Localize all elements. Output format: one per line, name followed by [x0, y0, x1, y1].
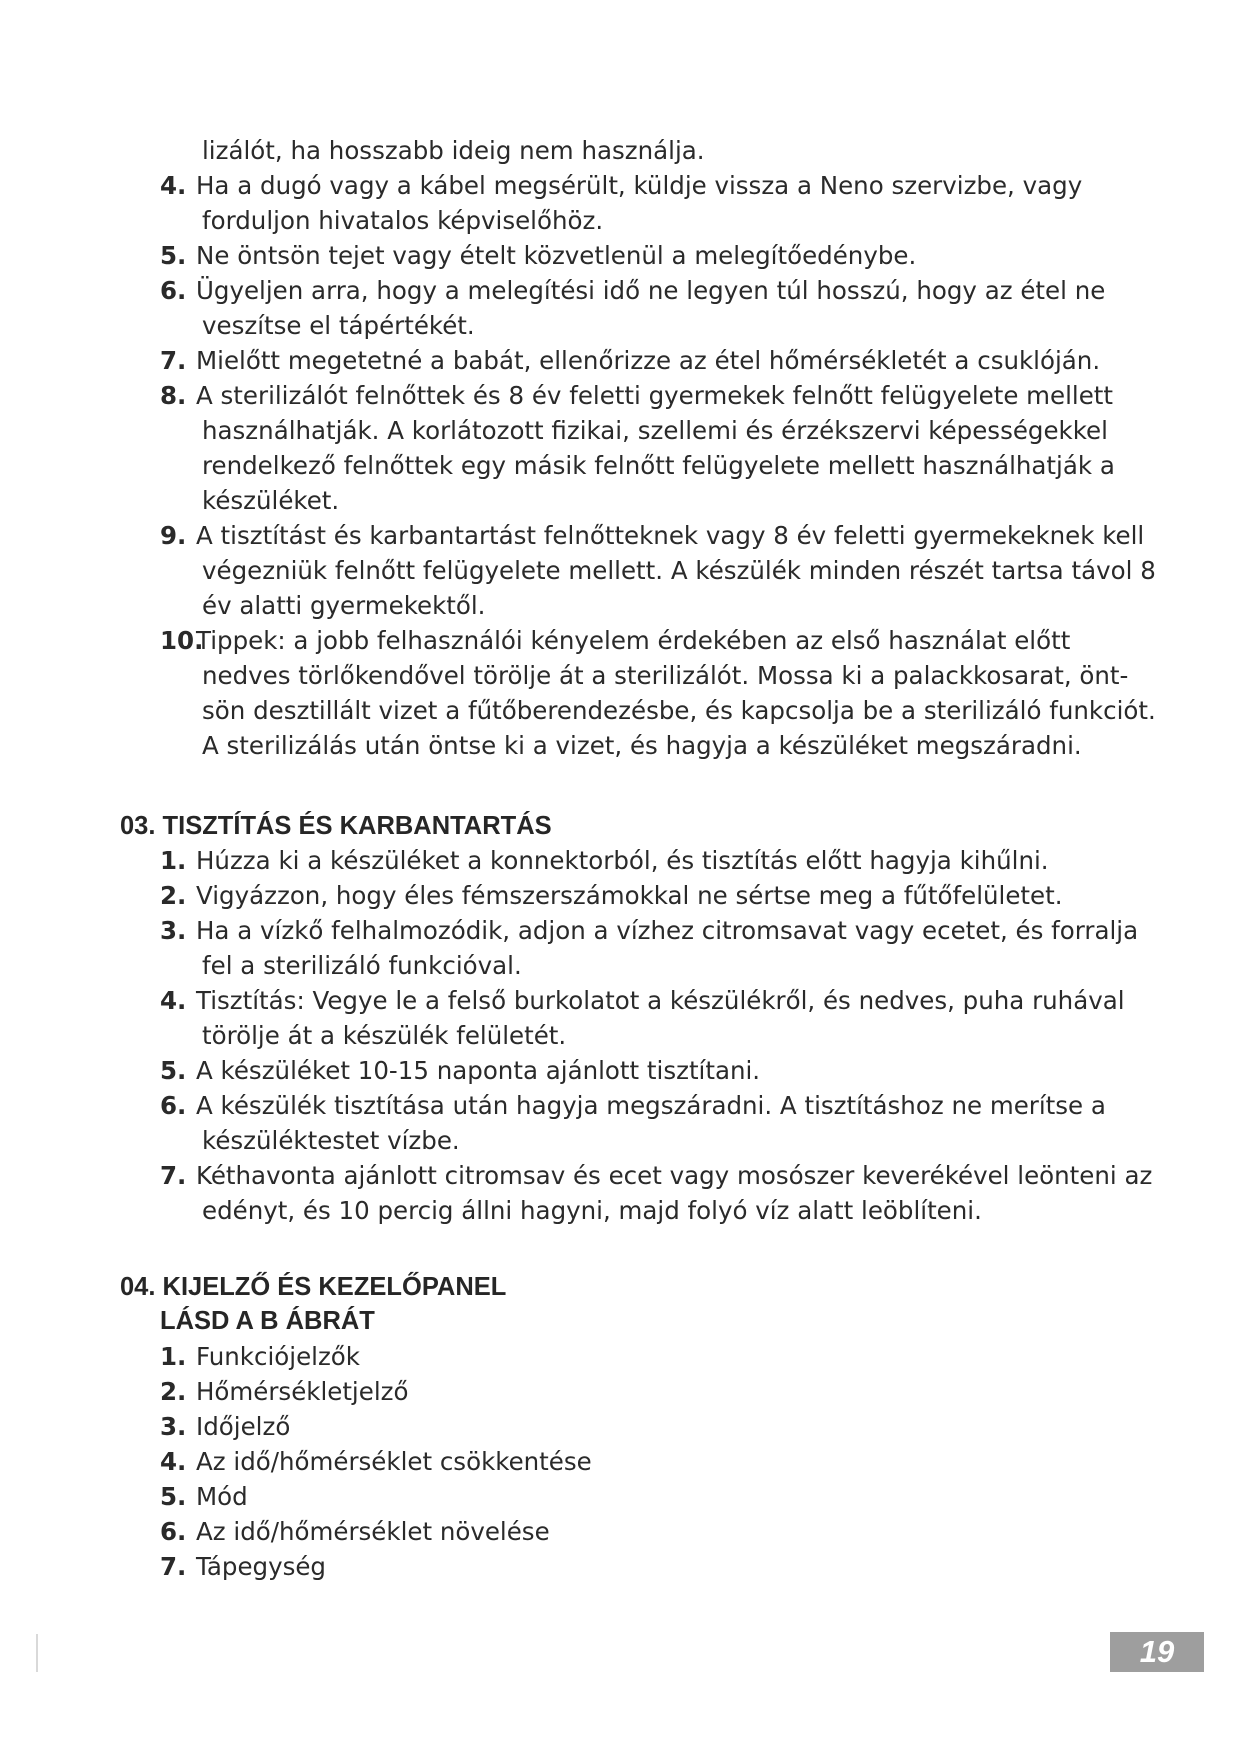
item-text: készüléket.	[202, 486, 340, 515]
item-number: 5.	[160, 1056, 187, 1085]
item-number: 1.	[160, 846, 187, 875]
list-item	[0, 1053, 1241, 1088]
list-item	[0, 878, 1241, 913]
page-edge-rule	[36, 1634, 38, 1672]
item-text: végezniük felnőtt felügyelete mellett. A készülék minden részét tartsa távol 8	[202, 556, 1156, 585]
list-item	[0, 1549, 1241, 1584]
item-text: Az idő/hőmérséklet csökkentése	[196, 1447, 592, 1476]
item-text: Hőmérsékletjelző	[196, 1377, 409, 1406]
item-text: edényt, és 10 percig állni hagyni, majd folyó víz alatt leöblíteni.	[202, 1196, 982, 1225]
item-text: Ha a dugó vagy a kábel megsérült, küldje vissza a Neno szervizbe, vagy	[196, 171, 1083, 200]
item-number: 9.	[160, 521, 187, 550]
item-text: Ha a vízkő felhalmozódik, adjon a vízhez citromsavat vagy ecetet, és forralja	[196, 916, 1139, 945]
list-item	[0, 623, 1241, 658]
intro-list	[0, 133, 1241, 763]
section-4-heading: 04. KIJELZŐ ÉS KEZELŐPANEL	[120, 1273, 507, 1301]
item-number: 7.	[160, 1161, 187, 1190]
list-item	[0, 1444, 1241, 1479]
item-number: 4.	[160, 171, 187, 200]
list-item-continuation	[0, 203, 1241, 238]
list-item-continuation	[0, 693, 1241, 728]
list-item	[0, 1374, 1241, 1409]
item-number: 4.	[160, 1447, 187, 1476]
list-item-continuation	[0, 448, 1241, 483]
item-text: fel a sterilizáló funkcióval.	[202, 951, 522, 980]
list-item-continuation	[0, 413, 1241, 448]
item-text: Tippek: a jobb felhasználói kényelem érdekében az első használat előtt	[196, 626, 1071, 655]
list-item-continuation	[0, 1193, 1241, 1228]
item-text: év alatti gyermekektől.	[202, 591, 486, 620]
list-item	[0, 1409, 1241, 1444]
item-text: törölje át a készülék felületét.	[202, 1021, 567, 1050]
list-item-continuation	[0, 1018, 1241, 1053]
item-text: Funkciójelzők	[196, 1342, 360, 1371]
item-number: 7.	[160, 346, 187, 375]
list-item-continuation	[0, 1123, 1241, 1158]
list-item-continuation	[0, 588, 1241, 623]
list-item	[0, 168, 1241, 203]
item-number: 7.	[160, 1552, 187, 1581]
list-item-continuation	[0, 553, 1241, 588]
item-text: Tisztítás: Vegye le a felső burkolatot a készülékről, és nedves, puha ruhával	[196, 986, 1125, 1015]
list-item	[0, 1479, 1241, 1514]
item-number: 10.	[160, 626, 204, 655]
list-item	[0, 238, 1241, 273]
item-text: sön desztillált vizet a fűtőberendezésbe, és kapcsolja be a sterilizáló funkciót.	[202, 696, 1156, 725]
item-text: készüléktestet vízbe.	[202, 1126, 460, 1155]
display-panel-list	[0, 1339, 1241, 1584]
item-number: 6.	[160, 276, 187, 305]
item-text: Tápegység	[196, 1552, 326, 1581]
item-text: forduljon hivatalos képviselőhöz.	[202, 206, 604, 235]
list-item	[0, 1158, 1241, 1193]
list-item-continuation	[0, 948, 1241, 983]
item-text: Vigyázzon, hogy éles fémszerszámokkal ne sértse meg a fűtőfelületet.	[196, 881, 1063, 910]
item-number: 4.	[160, 986, 187, 1015]
list-item	[0, 343, 1241, 378]
item-text: A készüléket 10-15 naponta ajánlott tisztítani.	[196, 1056, 761, 1085]
item-number: 2.	[160, 1377, 187, 1406]
list-item	[0, 983, 1241, 1018]
item-text: használhatják. A korlátozott fizikai, szellemi és érzékszervi képességekkel	[202, 416, 1108, 445]
section-3-heading: 03. TISZTÍTÁS ÉS KARBANTARTÁS	[120, 812, 552, 840]
item-number: 8.	[160, 381, 187, 410]
item-text: A készülék tisztítása után hagyja megszáradni. A tisztításhoz ne merítse a	[196, 1091, 1106, 1120]
item-text: Időjelző	[196, 1412, 291, 1441]
item-text: veszítse el tápértékét.	[202, 311, 475, 340]
list-item-continuation	[0, 483, 1241, 518]
list-item	[0, 378, 1241, 413]
item-number: 2.	[160, 881, 187, 910]
item-text: A tisztítást és karbantartást felnőtteknek vagy 8 év feletti gyermekeknek kell	[196, 521, 1145, 550]
list-item	[0, 1339, 1241, 1374]
list-item	[0, 518, 1241, 553]
item-number: 5.	[160, 241, 187, 270]
list-item	[0, 843, 1241, 878]
list-item	[0, 913, 1241, 948]
item-text: lizálót, ha hosszabb ideig nem használja.	[202, 136, 705, 165]
list-item	[0, 1088, 1241, 1123]
item-text: nedves törlőkendővel törölje át a sterilizálót. Mossa ki a palackkosarat, önt-	[202, 661, 1129, 690]
item-number: 6.	[160, 1517, 187, 1546]
item-text: rendelkező felnőttek egy másik felnőtt felügyelete mellett használhatják a	[202, 451, 1115, 480]
list-item-continuation	[0, 308, 1241, 343]
item-text: Ne öntsön tejet vagy ételt közvetlenül a melegítőedénybe.	[196, 241, 917, 270]
item-number: 6.	[160, 1091, 187, 1120]
item-number: 5.	[160, 1482, 187, 1511]
section-4-subheading: LÁSD A B ÁBRÁT	[160, 1307, 375, 1335]
item-text: Ügyeljen arra, hogy a melegítési idő ne legyen túl hosszú, hogy az étel ne	[196, 276, 1106, 305]
list-item-continuation	[0, 728, 1241, 763]
list-item-continuation	[0, 658, 1241, 693]
cleaning-list	[0, 843, 1241, 1228]
item-text: Kéthavonta ajánlott citromsav és ecet vagy mosószer keverékével leönteni az	[196, 1161, 1153, 1190]
item-text: Az idő/hőmérséklet növelése	[196, 1517, 550, 1546]
item-text: Mód	[196, 1482, 248, 1511]
page-number: 19	[1110, 1632, 1204, 1672]
item-text: Mielőtt megetetné a babát, ellenőrizze az étel hőmérsékletét a csuklóján.	[196, 346, 1101, 375]
list-item	[0, 273, 1241, 308]
item-text: A sterilizálás után öntse ki a vizet, és hagyja a készüléket megszáradni.	[202, 731, 1082, 760]
item-number: 3.	[160, 916, 187, 945]
list-item-continuation	[0, 133, 1241, 168]
item-number: 1.	[160, 1342, 187, 1371]
item-text: Húzza ki a készüléket a konnektorból, és tisztítás előtt hagyja kihűlni.	[196, 846, 1049, 875]
list-item	[0, 1514, 1241, 1549]
item-text: A sterilizálót felnőttek és 8 év feletti gyermekek felnőtt felügyelete mellett	[196, 381, 1114, 410]
item-number: 3.	[160, 1412, 187, 1441]
